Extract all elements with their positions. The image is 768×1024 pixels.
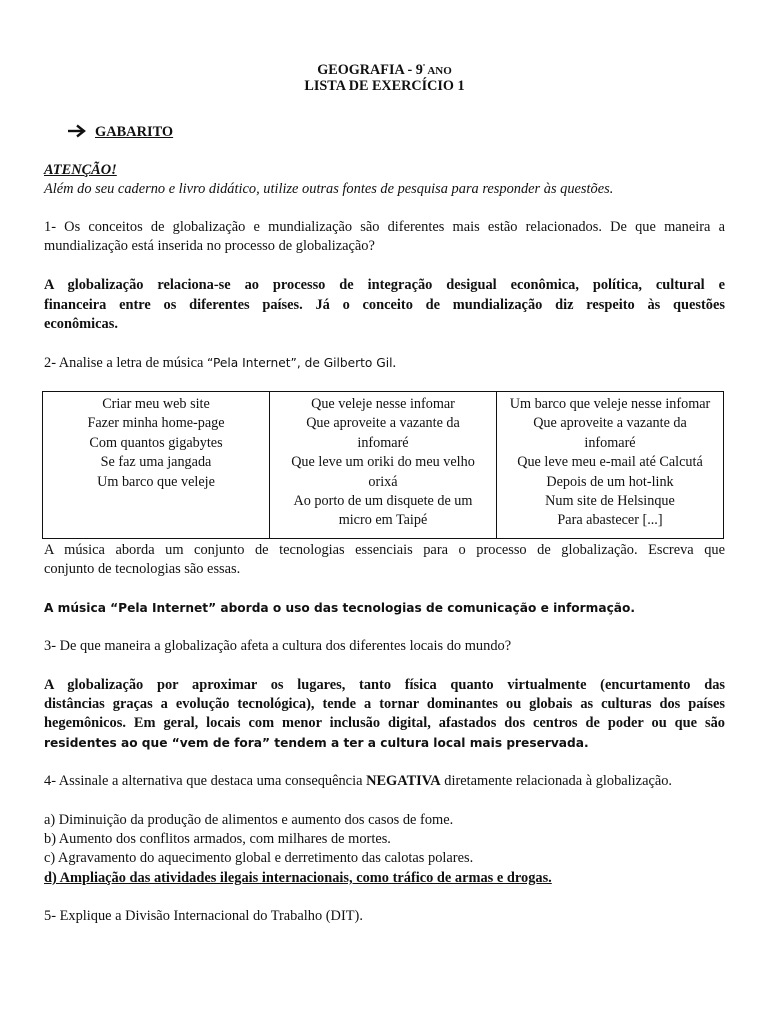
question-2-line-2: conjunto de tecnologias são essas. xyxy=(44,561,241,577)
gabarito-heading: GABARITO xyxy=(67,123,467,142)
question-1-line-2: mundialização está inserida no processo de globalização? xyxy=(44,238,375,254)
page-subtitle: LISTA DE EXERCÍCIO 1 xyxy=(304,78,465,94)
lyric-line: Com quantos gigabytes xyxy=(89,434,223,451)
lyric-line: Para abastecer [...] xyxy=(557,512,663,529)
lyric-line: Fazer minha home-page xyxy=(87,415,225,432)
lyric-line: Depois de um hot-link xyxy=(546,473,674,490)
lyrics-column-3 xyxy=(497,392,724,539)
lyric-line: Que veleje nesse infomar xyxy=(311,396,455,412)
question-5: 5- Explique a Divisão Internacional do Trabalho (DIT). xyxy=(44,908,363,924)
lyric-line: Num site de Helsinque xyxy=(545,493,675,510)
lyric-line: Ao porto de um disquete de um xyxy=(293,493,473,510)
lyric-line: infomaré xyxy=(357,434,409,451)
answer-3-line-4: residentes ao que “vem de fora” tendem a ter a cultura local mais preservada. xyxy=(44,736,589,750)
answer-1-line-3: econômicas. xyxy=(44,316,118,332)
lyric-line: infomaré xyxy=(584,434,636,451)
lyric-line: Que leve um oriki do meu velho xyxy=(291,454,475,471)
lyric-line: micro em Taipé xyxy=(338,512,428,529)
option-b: b) Aumento dos conflitos armados, com milhares de mortes. xyxy=(44,831,391,847)
question-2-prompt: 2- Analise a letra de música “Pela Internet”, de Gilberto Gil. xyxy=(44,355,397,371)
answer-3-line-1: A globalização por aproximar os lugares, tanto física quanto virtualmente (encurtamento das xyxy=(44,677,725,693)
lyric-line: Que aproveite a vazante da xyxy=(533,415,687,432)
lyric-line: Se faz uma jangada xyxy=(100,454,212,471)
lyric-line: Que leve meu e-mail até Calcutá xyxy=(517,454,703,471)
option-a: a) Diminuição da produção de alimentos e aumento dos casos de fome. xyxy=(44,812,454,828)
lyric-line: Um barco que veleje nesse infomar xyxy=(509,396,711,412)
attention-heading: ATENÇÃO! xyxy=(44,162,117,178)
lyric-line: Que aproveite a vazante da xyxy=(306,415,460,432)
option-c: c) Agravamento do aquecimento global e derretimento das calotas polares. xyxy=(44,850,474,866)
answer-1-line-1: A globalização relaciona-se ao processo de integração desigual econômica, política, cultural e xyxy=(44,277,725,293)
answer-3-line-3: hegemônicos. Em geral, locais com menor inclusão digital, afastados dos centros de poder ou que são xyxy=(44,715,725,731)
option-d-correct: d) Ampliação das atividades ilegais internacionais, como tráfico de armas e drogas. xyxy=(44,870,552,886)
question-3: 3- De que maneira a globalização afeta a cultura dos diferentes locais do mundo? xyxy=(44,638,512,654)
lyrics-column-1 xyxy=(43,392,270,539)
answer-2: A música “Pela Internet” aborda o uso das tecnologias de comunicação e informação. xyxy=(44,601,636,615)
question-4: 4- Assinale a alternativa que destaca uma consequência NEGATIVA diretamente relacionada à globalização. xyxy=(44,773,673,789)
arrow-right-icon xyxy=(67,124,89,138)
question-2-line-1: A música aborda um conjunto de tecnologias essenciais para o processo de globalização. Escreva que xyxy=(44,542,725,558)
page-title: GEOGRAFIA - $9^º$ ANO xyxy=(317,62,452,78)
question-1-line-1: 1- Os conceitos de globalização e mundialização são diferentes mais estão relacionados. De que maneira a xyxy=(44,219,725,235)
lyric-line: Um barco que veleje xyxy=(97,473,215,490)
attention-text: Além do seu caderno e livro didático, utilize outras fontes de pesquisa para responder às questões. xyxy=(44,181,614,197)
lyrics-column-2 xyxy=(270,392,497,539)
lyric-line: Criar meu web site xyxy=(102,396,210,412)
answer-3-line-2: distâncias graças a evolução tecnológica), tende a tornar dominantes ou globais as culturas dos países xyxy=(44,696,725,712)
lyrics-table xyxy=(42,391,724,539)
lyric-line: orixá xyxy=(368,473,398,490)
answer-1-line-2: financeira entre os diferentes países. Já o conceito de mundialização diz respeito às questões xyxy=(44,297,725,313)
